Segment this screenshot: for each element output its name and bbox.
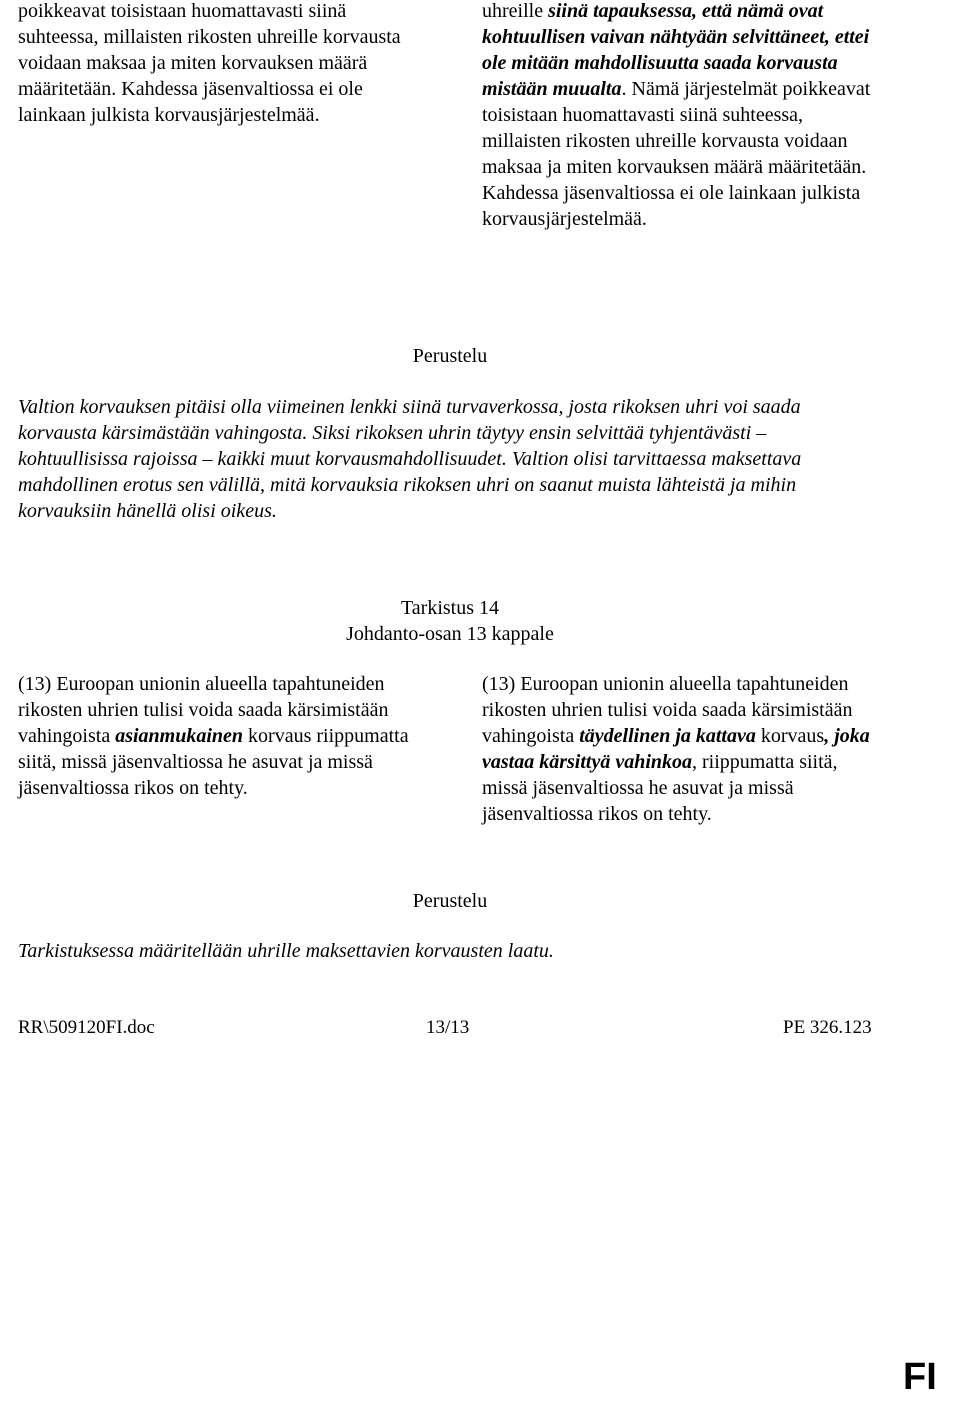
- language-tag: FI: [903, 1356, 937, 1398]
- footer-pe-number: PE 326.123: [783, 1017, 872, 1038]
- original-deleted-word: asianmukainen: [115, 725, 244, 747]
- top-right-lead: uhreille: [482, 0, 549, 22]
- top-right-amended-text: siinä tapauksessa, että nämä ovat kohtuullisen vaivan nähtyään selvittäneet, ettei ole mitään mahdollisuutta saada korvausta mistään muualta: [482, 0, 870, 100]
- proposed-inserted-1: täydellinen ja kattava: [579, 725, 756, 747]
- original-part-2: korvaus riippumatta siitä, missä jäsenvaltiossa he asuvat ja missä jäsenvaltiossa rikos on tehty.: [18, 725, 409, 799]
- amendment-original-text: [18, 671, 418, 801]
- proposed-part-3: , riippumatta siitä, missä jäsenvaltiossa he asuvat ja missä jäsenvaltiossa rikos on tehty.: [482, 751, 838, 825]
- proposed-inserted-2: , joka vastaa kärsittyä vahinkoa: [482, 725, 870, 773]
- proposed-part-2: korvaus: [755, 725, 825, 747]
- justification-text-2: Tarkistuksessa määritellään uhrille maksettavien korvausten laatu.: [18, 940, 554, 962]
- top-left-paragraph: poikkeavat toisistaan huomattavasti siinä suhteessa, millaisten rikosten uhreille korvausta voidaan maksaa ja miten korvauksen määrä määritetään. Kahdessa jäsenvaltiossa ei ole lainkaan julkista korvausjärjestelmää.: [18, 0, 401, 126]
- amendment-title: Tarkistus 14: [400, 597, 500, 619]
- footer-doc-ref: RR\509120FI.doc: [18, 1017, 155, 1038]
- original-part-1: (13) Euroopan unionin alueella tapahtuneiden rikosten uhrien tulisi voida saada kärsimistään vahingoista: [18, 673, 389, 747]
- proposed-part-1: (13) Euroopan unionin alueella tapahtuneiden rikosten uhrien tulisi voida saada kärsimistään vahingoista: [482, 673, 853, 747]
- justification-heading-2: Perustelu: [412, 890, 488, 912]
- footer-page-number: 13/13: [426, 1017, 470, 1038]
- amendment-proposed-text: [482, 671, 882, 827]
- justification-text-1: Valtion korvauksen pitäisi olla viimeinen lenkki siinä turvaverkossa, josta rikoksen uhri voi saada korvausta kärsimästään vahingosta. Siksi rikoksen uhrin täytyy ensin selvittää tyhjentävästi – kohtuullisissa rajoissa – kaikki muut korvausmahdollisuudet. Valtion olisi tarvittaessa maksettava mahdollinen erotus sen välillä, mitä korvauksia rikoksen uhri on saanut muista lähteistä ja mihin korvauksiin hänellä olisi oikeus.: [18, 396, 802, 522]
- top-right-rest: . Nämä järjestelmät poikkeavat toisistaan huomattavasti siinä suhteessa, millaisten rikosten uhreille korvausta voidaan maksaa ja miten korvauksen määrä määritetään. Kahdessa jäsenvaltiossa ei ole lainkaan julkista korvausjärjestelmää.: [482, 78, 871, 230]
- justification-heading-1: Perustelu: [412, 345, 488, 367]
- amendment-subtitle: Johdanto-osan 13 kappale: [346, 623, 554, 645]
- top-right-paragraph: [482, 0, 882, 232]
